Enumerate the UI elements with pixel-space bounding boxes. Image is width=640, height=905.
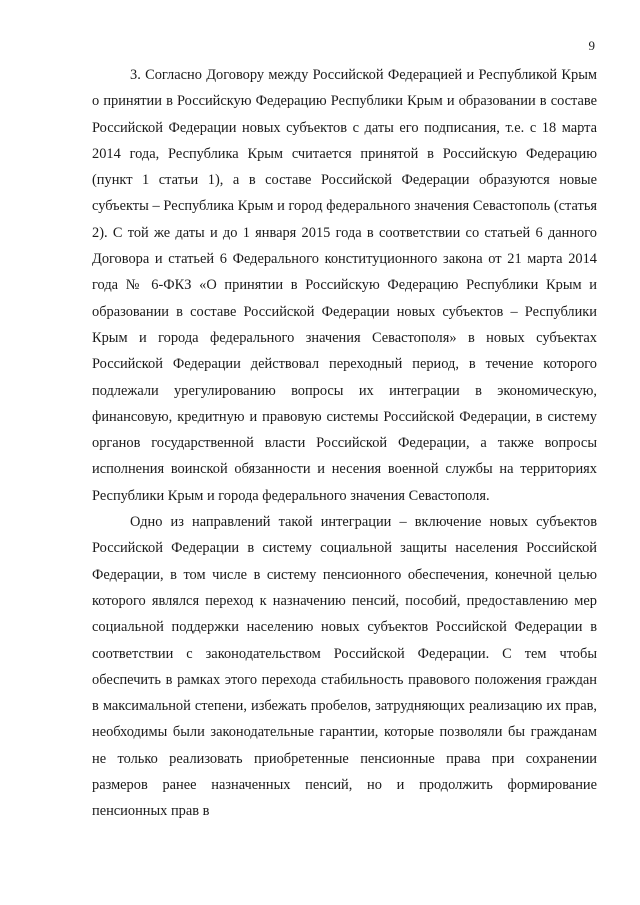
paragraph-crimea-treaty: 3. Согласно Договору между Российской Федерацией и Республикой Крым о принятии в Российскую Федерацию Республики Крым и образовании в составе Российской Федерации новых субъектов с даты его подписания, т.е. с 18 марта 2014 года, Республика Крым считается принятой в Российскую Федерацию (пункт 1 статьи 1), а в составе Российской Федерации образуются новые субъекты – Республика Крым и город федерального значения Севастополь (статья 2). С той же даты и до 1 января 2015 года в соответствии со статьей 6 данного Договора и статьей 6 Федерального конституционного закона от 21 марта 2014 года № 6-ФКЗ «О принятии в Российскую Федерацию Республики Крым и образовании в составе Российской Федерации новых субъектов – Республики Крым и города федерального значения Севастополя» в новых субъектах Российской Федерации действовал переходный период, в течение которого подлежали урегулированию вопросы их интеграции в экономическую, финансовую, кредитную и правовую системы Российской Федерации, в систему органов государственной власти Российской Федерации, а также вопросы исполнения воинской обязанности и несения военной службы на территориях Республики Крым и города федерального значения Севастополя. [92,67,597,504]
page-number: 9 [588,38,595,53]
paragraph-social-protection-integration: Одно из направлений такой интеграции – включение новых субъектов Российской Федерации в систему социальной защиты населения Российской Федерации, в том числе в систему пенсионного обеспечения, конечной целью которого являлся переход к назначению пенсий, пособий, предоставлению мер социальной поддержки населению новых субъектов Российской Федерации в соответствии с законодательством Российской Федерации. С тем чтобы обеспечить в рамках этого перехода стабильность правового положения граждан в максимальной степени, избежать пробелов, затрудняющих реализацию их прав, необходимы были законодательные гарантии, которые позволяли бы гражданам не только реализовать приобретенные пенсионные права при сохранении размеров ранее назначенных пенсий, но и продолжить формирование пенсионных прав в [92,514,597,820]
document-body [92,62,597,825]
